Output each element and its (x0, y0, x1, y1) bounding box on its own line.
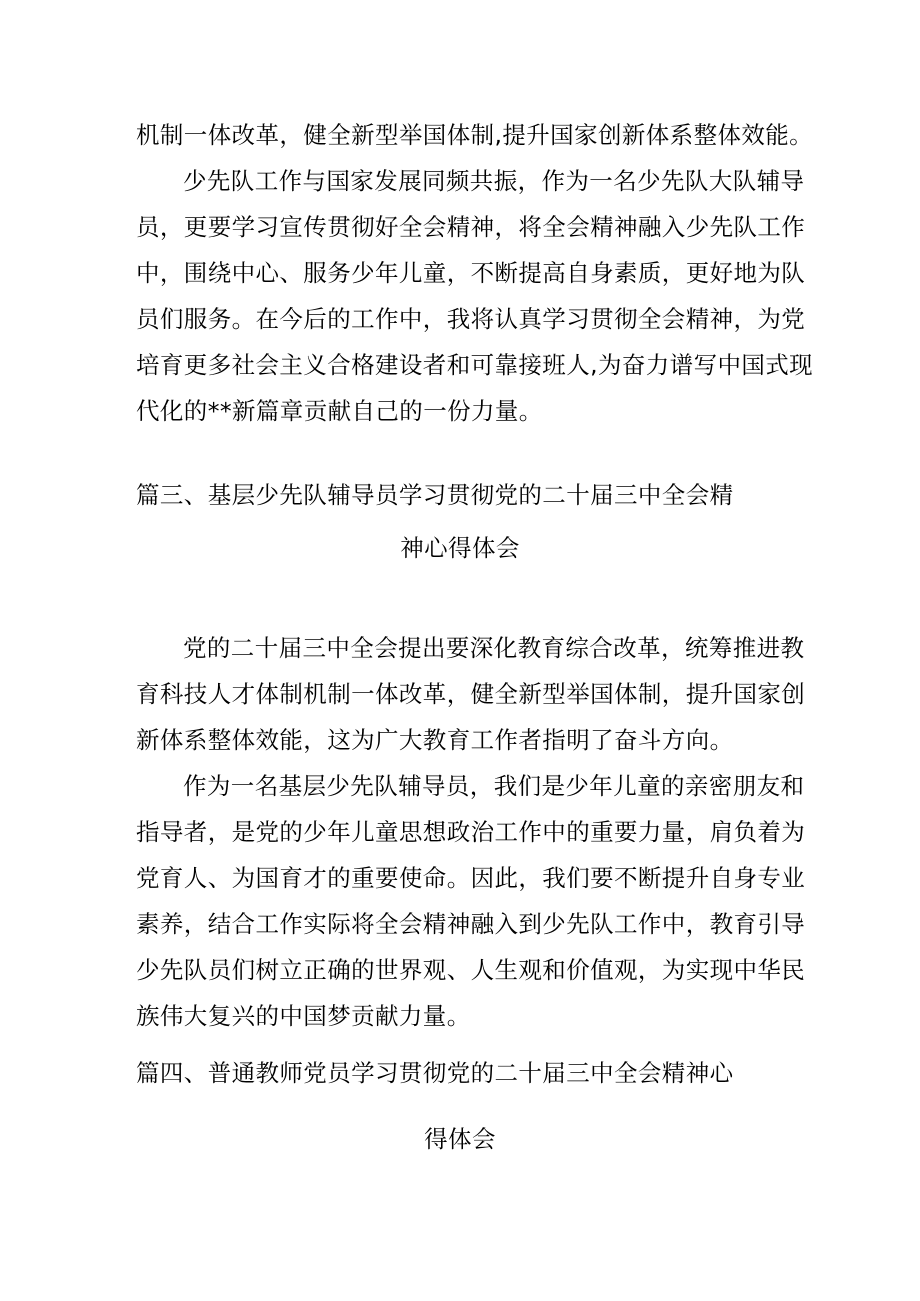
paragraph-line: 少先队员们树立正确的世界观、人生观和价值观，为实现中华民 (136, 956, 806, 984)
continuation-line: 机制一体改革，健全新型举国体制,提升国家创新体系整体效能。 (136, 121, 814, 149)
section-heading: 篇四、普通教师党员学习贯彻党的二十届三中全会精神心 (136, 1059, 734, 1087)
paragraph-line: 族伟大复兴的中国梦贡献力量。 (136, 1002, 471, 1030)
paragraph-line: 代化的**新篇章贡献自己的一份力量。 (136, 397, 543, 425)
paragraph-line: 党的二十届三中全会提出要深化教育综合改革，统筹推进教 (183, 634, 805, 662)
paragraph-line: 新体系整体效能，这为广大教育工作者指明了奋斗方向。 (136, 726, 734, 754)
paragraph-line: 指导者，是党的少年儿童思想政治工作中的重要力量，肩负着为 (136, 818, 806, 846)
paragraph-line: 中，围绕中心、服务少年儿童，不断提高自身素质，更好地为队 (136, 259, 806, 287)
paragraph-line: 培育更多社会主义合格建设者和可靠接班人,为奋力谱写中国式现 (136, 351, 814, 379)
paragraph-line: 员们服务。在今后的工作中，我将认真学习贯彻全会精神，为党 (136, 305, 806, 333)
paragraph-line: 少先队工作与国家发展同频共振，作为一名少先队大队辅导 (183, 167, 805, 195)
paragraph-line: 育科技人才体制机制一体改革，健全新型举国体制，提升国家创 (136, 680, 806, 708)
paragraph-line: 素养，结合工作实际将全会精神融入到少先队工作中，教育引导 (136, 910, 806, 938)
section-heading-continued: 得体会 (424, 1125, 496, 1153)
paragraph-line: 作为一名基层少先队辅导员，我们是少年儿童的亲密朋友和 (183, 772, 805, 800)
paragraph-line: 党育人、为国育才的重要使命。因此，我们要不断提升自身专业 (136, 864, 806, 892)
section-heading-continued: 神心得体会 (400, 534, 520, 562)
paragraph-line: 员，更要学习宣传贯彻好全会精神，将全会精神融入少先队工作 (136, 213, 806, 241)
section-heading: 篇三、基层少先队辅导员学习贯彻党的二十届三中全会精 (136, 481, 734, 509)
